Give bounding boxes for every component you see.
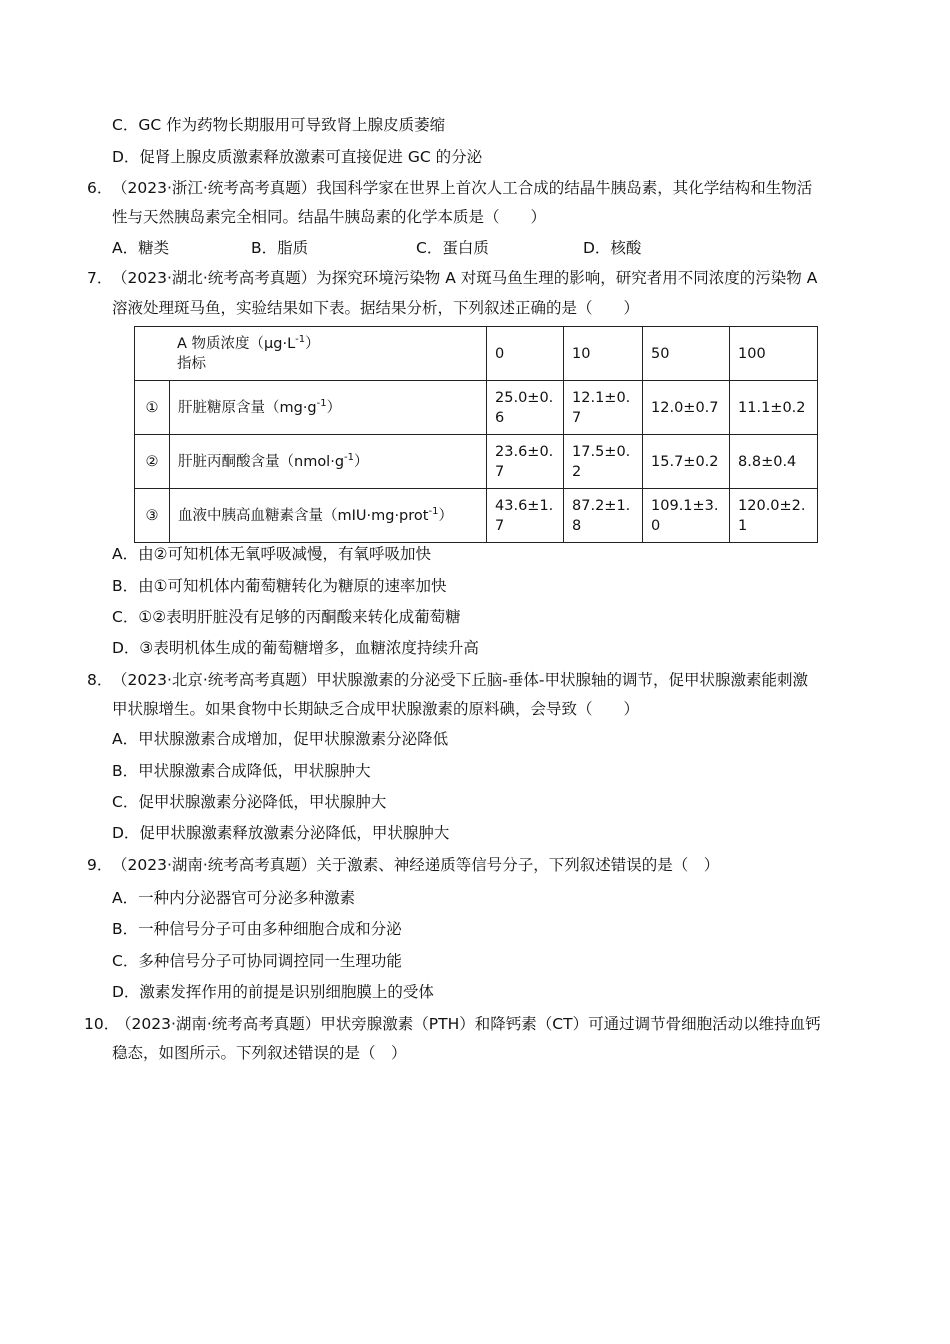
- q8-stem-line2: 甲状腺增生。如果食物中长期缺乏合成甲状腺激素的原料碘，会导致（ ）: [112, 700, 640, 718]
- q6-option-b: B．脂质: [251, 239, 309, 257]
- header-conc-100: 100: [730, 327, 818, 381]
- row-index: ③: [135, 489, 170, 543]
- q6-stem-line1: （2023·浙江·统考高考真题）我国科学家在世界上首次人工合成的结晶牛胰岛素，其化学结构和生物活: [112, 179, 813, 197]
- q7-stem-line2: 溶液处理斑马鱼，实验结果如下表。据结果分析，下列叙述正确的是（ ）: [112, 299, 640, 317]
- row-index: ②: [135, 435, 170, 489]
- header-conc-10: 10: [564, 327, 643, 381]
- table-row: [135, 435, 818, 489]
- q9-number: 9．: [87, 856, 113, 874]
- header-conc-50: 50: [643, 327, 730, 381]
- q6-option-c: C．蛋白质: [416, 239, 489, 257]
- row-index: ①: [135, 381, 170, 435]
- header-concentration-label: A 物质浓度（μg·L: [177, 335, 296, 352]
- row-label: 血液中胰高血糖素含量（mIU·mg·prot$^{-1}$）: [170, 489, 487, 543]
- q5-option-c: C．GC 作为药物长期服用可导致肾上腺皮质萎缩: [112, 116, 446, 134]
- q6-stem-line2: 性与天然胰岛素完全相同。结晶牛胰岛素的化学本质是（ ）: [112, 208, 547, 226]
- q10-stem-line1: （2023·湖南·统考高考真题）甲状旁腺激素（PTH）和降钙素（CT）可通过调节骨细胞活动以维持血钙: [116, 1015, 821, 1033]
- table-cell: 17.5±0.2: [564, 435, 643, 489]
- table-cell: 12.1±0.7: [564, 381, 643, 435]
- q8-option-b: B．甲状腺激素合成降低，甲状腺肿大: [112, 762, 371, 780]
- q8-stem-line1: （2023·北京·统考高考真题）甲状腺激素的分泌受下丘脑-垂体-甲状腺轴的调节，促甲状腺激素能刺激: [112, 671, 808, 689]
- table-cell: 12.0±0.7: [643, 381, 730, 435]
- q6-option-a: A．糖类: [112, 239, 170, 257]
- q7-number: 7．: [87, 269, 113, 287]
- q7-option-b: B．由①可知机体内葡萄糖转化为糖原的速率加快: [112, 577, 447, 595]
- q6-number: 6．: [87, 179, 113, 197]
- q5-option-d: D．促肾上腺皮质激素释放激素可直接促进 GC 的分泌: [112, 148, 483, 166]
- q7-option-c: C．①②表明肝脏没有足够的丙酮酸来转化成葡萄糖: [112, 608, 461, 626]
- table-cell: 109.1±3.0: [643, 489, 730, 543]
- header-concentration-close: ）: [305, 335, 320, 352]
- q9-option-b: B．一种信号分子可由多种细胞合成和分泌: [112, 920, 402, 938]
- table-cell: 87.2±1.8: [564, 489, 643, 543]
- q8-option-a: A．甲状腺激素合成增加，促甲状腺激素分泌降低: [112, 730, 449, 748]
- table-cell: 8.8±0.4: [730, 435, 818, 489]
- q10-stem-line2: 稳态，如图所示。下列叙述错误的是（ ）: [112, 1044, 407, 1062]
- table-cell: 43.6±1.7: [487, 489, 564, 543]
- row-label: 肝脏糖原含量$(mg\cdot g^{-1})$: [170, 381, 487, 435]
- q7-stem-line1: （2023·湖北·统考高考真题）为探究环境污染物 A 对斑马鱼生理的影响，研究者用不同浓度的污染物 A: [112, 269, 818, 287]
- table-row: [135, 381, 818, 435]
- q10-number: 10．: [84, 1015, 120, 1033]
- table-cell: 11.1±0.2: [730, 381, 818, 435]
- table-cell: 23.6±0.7: [487, 435, 564, 489]
- q9-option-c: C．多种信号分子可协同调控同一生理功能: [112, 952, 402, 970]
- table-cell: 25.0±0.6: [487, 381, 564, 435]
- table-header-row: [135, 327, 818, 381]
- q8-option-d: D．促甲状腺激素释放激素分泌降低，甲状腺肿大: [112, 824, 450, 842]
- q8-option-c: C．促甲状腺激素分泌降低，甲状腺肿大: [112, 793, 387, 811]
- q7-option-d: D．③表明机体生成的葡萄糖增多，血糖浓度持续升高: [112, 639, 479, 657]
- q9-stem-line1: （2023·湖南·统考高考真题）关于激素、神经递质等信号分子，下列叙述错误的是（ ）: [112, 856, 720, 874]
- table-cell: 15.7±0.2: [643, 435, 730, 489]
- header-conc-0: 0: [487, 327, 564, 381]
- table-header-label: [135, 327, 487, 381]
- header-unit-exponent: -1: [295, 333, 306, 345]
- q7-data-table: [134, 326, 818, 543]
- q7-option-a: A．由②可知机体无氧呼吸减慢，有氧呼吸加快: [112, 545, 432, 563]
- header-indicator-label: 指标: [177, 355, 206, 372]
- row-label: 肝脏丙酮酸含量$(nmol\cdot g^{-1})$: [170, 435, 487, 489]
- q9-option-a: A．一种内分泌器官可分泌多种激素: [112, 889, 356, 907]
- table-row: [135, 489, 818, 543]
- q6-option-d: D．核酸: [583, 239, 642, 257]
- q8-number: 8．: [87, 671, 113, 689]
- table-cell: 120.0±2.1: [730, 489, 818, 543]
- q9-option-d: D．激素发挥作用的前提是识别细胞膜上的受体: [112, 983, 434, 1001]
